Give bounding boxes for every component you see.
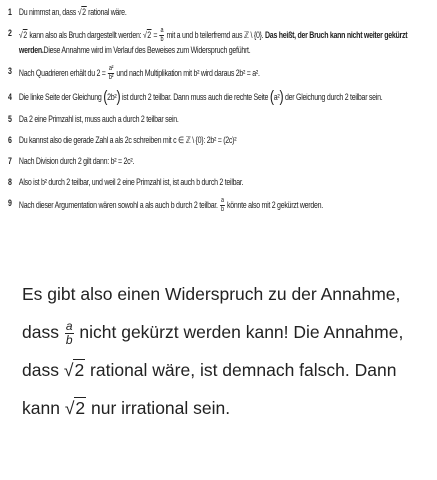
proof-step-3 — [8, 65, 429, 82]
fraction: $\frac{a}{b}$ — [220, 196, 224, 213]
step-text: mit a und b teilerfremd aus ℤ \ {0}. — [164, 29, 266, 40]
step-text: Also ist b² durch 2 teilbar, und weil 2 eine Primzahl ist, ist auch b durch 2 teilbar. — [18, 176, 244, 187]
step-text: könnte also mit 2 gekürzt werden. — [225, 199, 323, 210]
step-number: 4 — [8, 92, 12, 102]
fraction: $\frac{\text{a²}}{\text{b²}}$ — [108, 65, 114, 81]
fraction: $\frac{a}{b}$ — [160, 27, 164, 43]
sqrt-symbol: √2 — [63, 360, 85, 380]
proof-step-5 — [8, 113, 429, 125]
proof-step-8 — [8, 176, 429, 188]
proof-step-2: 2 √2 kann also als Bruch dargestellt werden: √2 = $\frac{a}{b}$ mit a und b teilerfremd aus ℤ \ {0}. Das heißt, der Bruch kann nicht weiter gekürzt werden.Diese Annahme wird im Verlauf des Beweises zum Widerspruch geführt. — [8, 27, 408, 55]
step-number: 6 — [8, 134, 12, 145]
step-number: 5 — [8, 113, 12, 124]
bold-text: Das heißt, der Bruch kann nicht weiter gekürzt werden. — [18, 29, 408, 55]
conclusion-paragraph: Es gibt also einen Widerspruch zu der Annahme, dass $\frac{a}{b}$ nicht gekürzt werden kann! Die Annahme, dass √2 rational wäre, ist demnach falsch. Dann kann √2 nur irrational sein. — [22, 275, 422, 427]
step-number: 7 — [8, 155, 12, 166]
proof-steps — [8, 6, 408, 223]
step-number: 8 — [8, 176, 12, 187]
step-text: kann also als Bruch dargestellt werden: — [27, 29, 143, 40]
proof-step-7 — [8, 155, 429, 167]
step-text: Nach Division durch 2 gilt dann: b² = 2c². — [18, 155, 135, 166]
step-text: ist durch 2 teilbar. Dann muss auch die rechte Seite — [120, 92, 270, 102]
step-text: Nach Quadrieren erhält du 2 = — [18, 67, 108, 78]
fraction: $\frac{a}{b}$ — [65, 318, 73, 347]
step-text: der Gleichung durch 2 teilbar sein. — [283, 92, 383, 102]
step-text: rational wäre. — [86, 7, 127, 17]
step-text: Da 2 eine Primzahl ist, muss auch a durch 2 teilbar sein. — [18, 113, 179, 124]
step-number: 2 — [8, 28, 12, 38]
sqrt-symbol: √2 — [142, 29, 151, 40]
step-text: Du nimmst an, dass — [18, 7, 78, 17]
proof-step-9 — [8, 197, 429, 214]
step-text: Diese Annahme wird im Verlauf des Beweises zum Widerspruch geführt. — [43, 45, 251, 55]
sqrt-symbol: √2 — [18, 29, 27, 40]
step-number: 9 — [8, 197, 12, 208]
proof-step-6 — [8, 134, 429, 146]
step-text: Die linke Seite der Gleichung — [18, 92, 104, 102]
sqrt-symbol: √2 — [64, 398, 86, 418]
proof-step-4: 4 Die linke Seite der Gleichung (2b²) ist durch 2 teilbar. Dann muss auch die rechte Seite (a²) der Gleichung durch 2 teilbar sein. — [8, 88, 383, 106]
step-number: 3 — [8, 66, 12, 76]
step-text: Nach dieser Argumentation wären sowohl a als auch b durch 2 teilbar. — [18, 199, 220, 210]
sqrt-symbol: √2 — [77, 7, 86, 17]
step-text: und nach Multiplikation mit b² wird daraus 2b² = a². — [114, 67, 260, 78]
proof-step-1 — [8, 6, 429, 18]
step-text: Du kannst also die gerade Zahl a als 2c schreiben mit c ∈ ℤ \ {0}: 2b² = (2c)² — [18, 134, 237, 145]
step-number: 1 — [8, 7, 12, 17]
